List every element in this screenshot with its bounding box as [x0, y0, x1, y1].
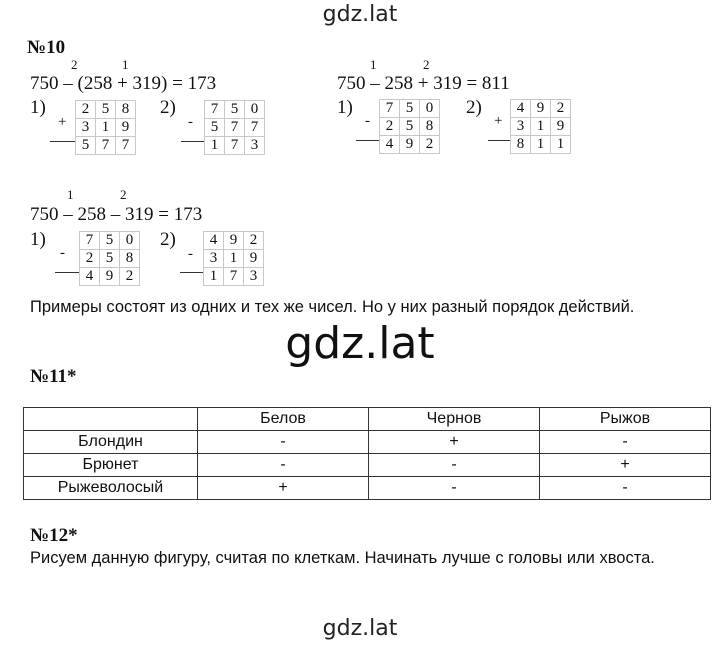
calc4-underline-ext — [488, 140, 510, 141]
expr3-order-1: 1 — [67, 187, 74, 202]
expr3: 750 – 258 – 319 = 173 — [30, 204, 203, 225]
table-cell: + — [369, 431, 540, 454]
step-label-6: 2) — [160, 229, 176, 250]
calc4-sign: + — [494, 113, 503, 129]
step-label-4: 2) — [466, 97, 482, 118]
watermark-bottom: gdz.lat — [322, 616, 398, 641]
table-cell: - — [369, 477, 540, 500]
table-cell: - — [198, 454, 369, 477]
expr3-order-2: 2 — [120, 187, 127, 202]
task11-table — [23, 407, 711, 500]
task12-number: №12* — [30, 525, 78, 546]
expr1-order-1: 2 — [71, 57, 78, 72]
task10-conclusion: Примеры состоят из одних и тех же чисел. Но у них разный порядок действий. — [30, 298, 635, 316]
step-label-1: 1) — [30, 97, 46, 118]
expr2-order-1: 1 — [370, 57, 377, 72]
table-row — [24, 431, 711, 454]
table-cell: - — [198, 431, 369, 454]
calc2-column: 7 5 0 5 7 7 1 7 3 — [204, 100, 265, 155]
table-header-cell: Чернов — [369, 408, 540, 431]
table-cell: - — [369, 454, 540, 477]
table-header-cell — [24, 408, 198, 431]
table-cell: Брюнет — [24, 454, 198, 477]
table-cell: + — [540, 454, 711, 477]
table-cell: + — [198, 477, 369, 500]
calc5-sign: - — [60, 245, 65, 261]
calc6-sign: - — [188, 246, 193, 262]
watermark-middle: gdz.lat — [285, 318, 435, 369]
calc3-sign: - — [365, 113, 370, 129]
calc4-column: 4 9 2 3 1 9 8 1 1 — [510, 99, 571, 154]
table-cell: - — [540, 477, 711, 500]
calc3-underline-ext — [356, 140, 379, 141]
calc6-underline-ext — [180, 272, 203, 273]
task10-number: №10 — [27, 37, 66, 58]
calc6-column: 4 9 2 3 1 9 1 7 3 — [203, 231, 264, 286]
calc1-underline-ext — [50, 141, 75, 142]
table-cell: Блондин — [24, 431, 198, 454]
table-header-row — [24, 408, 711, 431]
step-label-5: 1) — [30, 229, 46, 250]
expr2: 750 – 258 + 319 = 811 — [337, 73, 510, 94]
table-row — [24, 454, 711, 477]
table-header-cell: Рыжов — [540, 408, 711, 431]
calc3-column: 7 5 0 2 5 8 4 9 2 — [379, 99, 440, 154]
calc2-sign: - — [188, 114, 193, 130]
calc2-underline-ext — [181, 141, 204, 142]
expr1-order-2: 1 — [122, 57, 129, 72]
table-header-cell: Белов — [198, 408, 369, 431]
task12-text: Рисуем данную фигуру, считая по клеткам. Начинать лучше с головы или хвоста. — [30, 549, 655, 567]
step-label-3: 1) — [337, 97, 353, 118]
table-row — [24, 477, 711, 500]
task11-number: №11* — [30, 366, 77, 387]
expr2-order-2: 2 — [423, 57, 430, 72]
step-label-2: 2) — [160, 97, 176, 118]
watermark-top: gdz.lat — [322, 2, 398, 27]
calc1-column: 2 5 8 3 1 9 5 7 7 — [75, 100, 136, 155]
calc1-sign: + — [58, 114, 67, 130]
table-cell: - — [540, 431, 711, 454]
table-cell: Рыжеволосый — [24, 477, 198, 500]
calc5-underline-ext — [55, 272, 79, 273]
expr1: 750 – (258 + 319) = 173 — [30, 73, 217, 94]
calc5-column: 7 5 0 2 5 8 4 9 2 — [79, 231, 140, 286]
